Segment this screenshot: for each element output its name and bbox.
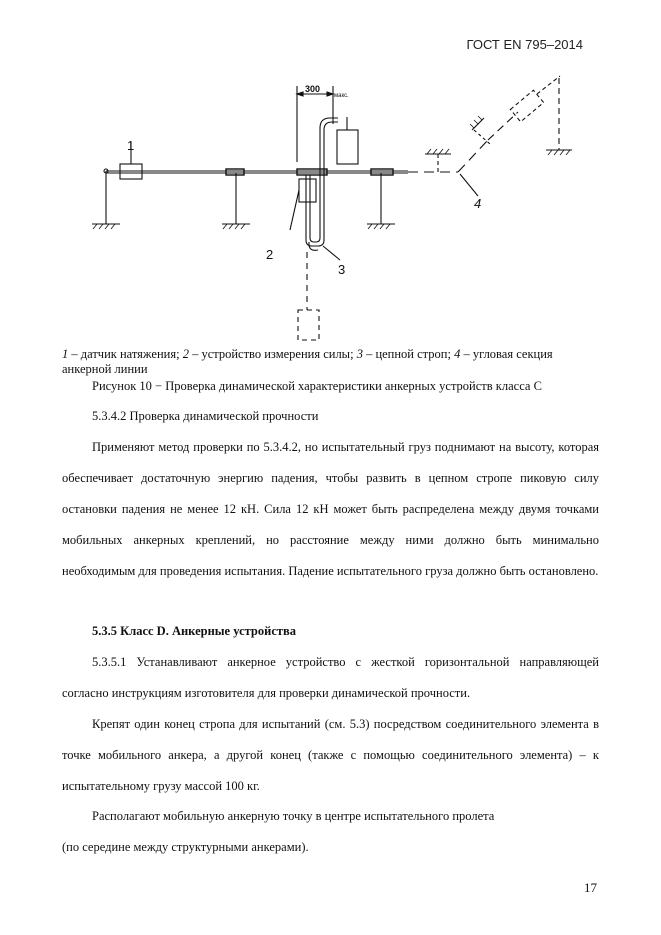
caption-n4: 4 <box>454 347 461 361</box>
figure-diagram <box>0 70 661 355</box>
paragraph-4b: (по середине между структурными анкерами). <box>62 840 309 854</box>
paragraph-3: Крепят один конец стропа для испытаний (см. 5.3) посредством соединительного элемента в точке мобильного анкера, а другой конец (также с помощью соединительного элемента) – к испытательному грузу массой 100 кг. <box>62 717 599 793</box>
paragraph-2: 5.3.5.1 Устанавливают анкерное устройство с жесткой горизонтальной направляющей согласно инструкциям изготовителя для проверки динамической прочности. <box>62 655 599 700</box>
figure-title: Рисунок 10 − Проверка динамической характеристики анкерных устройств класса С <box>92 379 542 393</box>
caption-n2: 2 <box>182 347 189 361</box>
caption-n1: 1 <box>62 347 69 361</box>
caption-t2: – устройство измерения силы; <box>188 347 357 361</box>
caption-t3: – цепной строп; <box>362 347 455 361</box>
section-5-3-5: 5.3.5 Класс D. Анкерные устройства <box>92 624 297 638</box>
callout-2: 2 <box>266 247 274 262</box>
page-number: 17 <box>584 880 597 895</box>
paragraph-1: Применяют метод проверки по 5.3.4.2, но испытательный груз поднимают на высоту, которая обеспечивает достаточную энергию падения, чтобы развить в цепном стропе пиковую силу остановки падения не менее 12 кН. Сила 12 кН может быть распределена между двумя точками мобильных анкерных креплений, но расстояние между ними должно быть минимально необходимым для проведения испытания. Падение испытательного груза должно быть остановлено. <box>62 440 599 578</box>
dimension-note: макс. <box>334 93 349 99</box>
callout-1: 1 <box>127 138 135 153</box>
callout-3: 3 <box>338 262 346 277</box>
callout-4: 4 <box>474 196 482 211</box>
caption-n3: 3 <box>356 347 363 361</box>
dimension-label: 300 <box>305 84 321 94</box>
caption-t4: – угловая секция анкерной линии <box>62 347 553 376</box>
document-header: ГОСТ EN 795–2014 <box>466 37 583 52</box>
caption-t1: – датчик натяжения; <box>68 347 183 361</box>
paragraph-4a: Располагают мобильную анкерную точку в центре испытательного пролета <box>92 809 495 823</box>
section-5-3-4-2: 5.3.4.2 Проверка динамической прочности <box>92 409 319 423</box>
figure-caption <box>62 347 602 377</box>
